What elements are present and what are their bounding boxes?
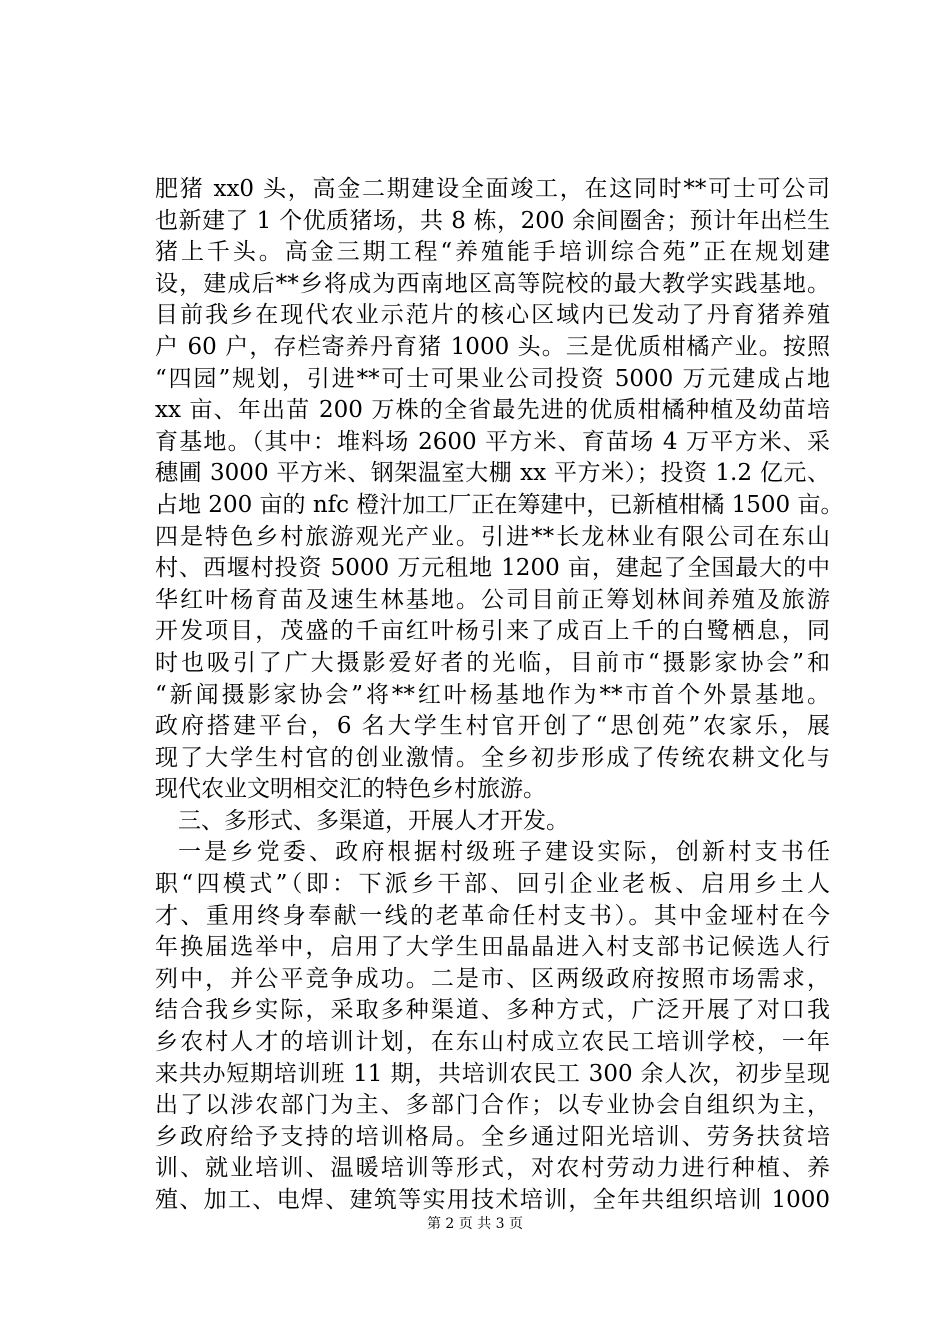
text-line: 殖、加工、电焊、建筑等实用技术培训，全年共组织培训 1000: [155, 1187, 830, 1213]
text-line: 列中，并公平竞争成功。二是市、区两级政府按照市场需求，: [155, 965, 830, 992]
text-line: 乡农村人才的培训计划，在东山村成立农民工培训学校，一年: [155, 1029, 830, 1056]
text-line: 时也吸引了广大摄影爱好者的光临，目前市“摄影家协会”和: [155, 649, 830, 676]
text-line: 也新建了 1 个优质猪场，共 8 栋，200 余间圈舍；预计年出栏生: [155, 207, 830, 234]
text-line: 乡政府给予支持的培训格局。全乡通过阳光培训、劳务扶贫培: [155, 1123, 830, 1150]
text-line: 华红叶杨育苗及速生林基地。公司目前正筹划林间养殖及旅游: [155, 586, 830, 613]
text-line: 四是特色乡村旅游观光产业。引进**长龙林业有限公司在东山: [155, 523, 830, 550]
text-line: 开发项目，茂盛的千亩红叶杨引来了成百上千的白鹭栖息，同: [155, 618, 830, 645]
text-line: “新闻摄影家协会”将**红叶杨基地作为**市首个外景基地。: [155, 681, 830, 708]
page-footer: 第 2 页 共 3 页: [426, 1216, 524, 1232]
text-line: “四园”规划，引进**可士可果业公司投资 5000 万元建成占地: [155, 365, 831, 392]
text-line: 职“四模式”（即：下派乡干部、回引企业老板、启用乡土人: [155, 871, 830, 898]
body-text: [155, 174, 844, 1217]
text-line: 一是乡党委、政府根据村级班子建设实际，创新村支书任: [178, 839, 830, 866]
text-line: 户 60 户，存栏寄养丹育猪 1000 头。三是优质柑橘产业。按照: [155, 333, 830, 360]
text-line: 设，建成后**乡将成为西南地区高等院校的最大教学实践基地。: [155, 270, 830, 297]
text-line: 现了大学生村官的创业激情。全乡初步形成了传统农耕文化与: [155, 744, 830, 771]
text-line: xx 亩、年出苗 200 万株的全省最先进的优质柑橘种植及幼苗培: [155, 397, 830, 424]
text-line: 年换届选举中，启用了大学生田晶晶进入村支部书记候选人行: [155, 934, 830, 961]
section-heading: 三、多形式、多渠道，开展人才开发。: [178, 807, 569, 834]
text-line: 现代农业文明相交汇的特色乡村旅游。: [155, 776, 546, 803]
text-line: 目前我乡在现代农业示范片的核心区域内已发动了丹育猪养殖: [155, 302, 830, 329]
text-line: 占地 200 亩的 nfc 橙汁加工厂正在筹建中，已新植柑橘 1500 亩。: [155, 491, 844, 518]
text-line: 来共办短期培训班 11 期，共培训农民工 300 余人次，初步呈现: [155, 1060, 830, 1087]
text-line: 训、就业培训、温暖培训等形式，对农村劳动力进行种植、养: [155, 1155, 830, 1182]
text-line: 出了以涉农部门为主、多部门合作；以专业协会自组织为主，: [155, 1092, 830, 1119]
text-line: 猪上千头。高金三期工程“养殖能手培训综合苑”正在规划建: [155, 239, 830, 266]
text-line: 穗圃 3000 平方米、钢架温室大棚 xx 平方米）；投资 1.2 亿元、: [155, 460, 830, 487]
text-line: 肥猪 xx0 头，高金二期建设全面竣工，在这同时**可士可公司: [155, 176, 830, 202]
text-line: 村、西堰村投资 5000 万元租地 1200 亩，建起了全国最大的中: [155, 555, 830, 582]
text-line: 才、重用终身奉献一线的老革命任村支书）。其中金垭村在今: [155, 902, 830, 929]
text-line: 育基地。（其中：堆料场 2600 平方米、育苗场 4 万平方米、采: [155, 428, 830, 455]
text-line: 政府搭建平台，6 名大学生村官开创了“思创苑”农家乐，展: [155, 713, 830, 740]
text-line: 结合我乡实际，采取多种渠道、多种方式，广泛开展了对口我: [155, 997, 830, 1024]
